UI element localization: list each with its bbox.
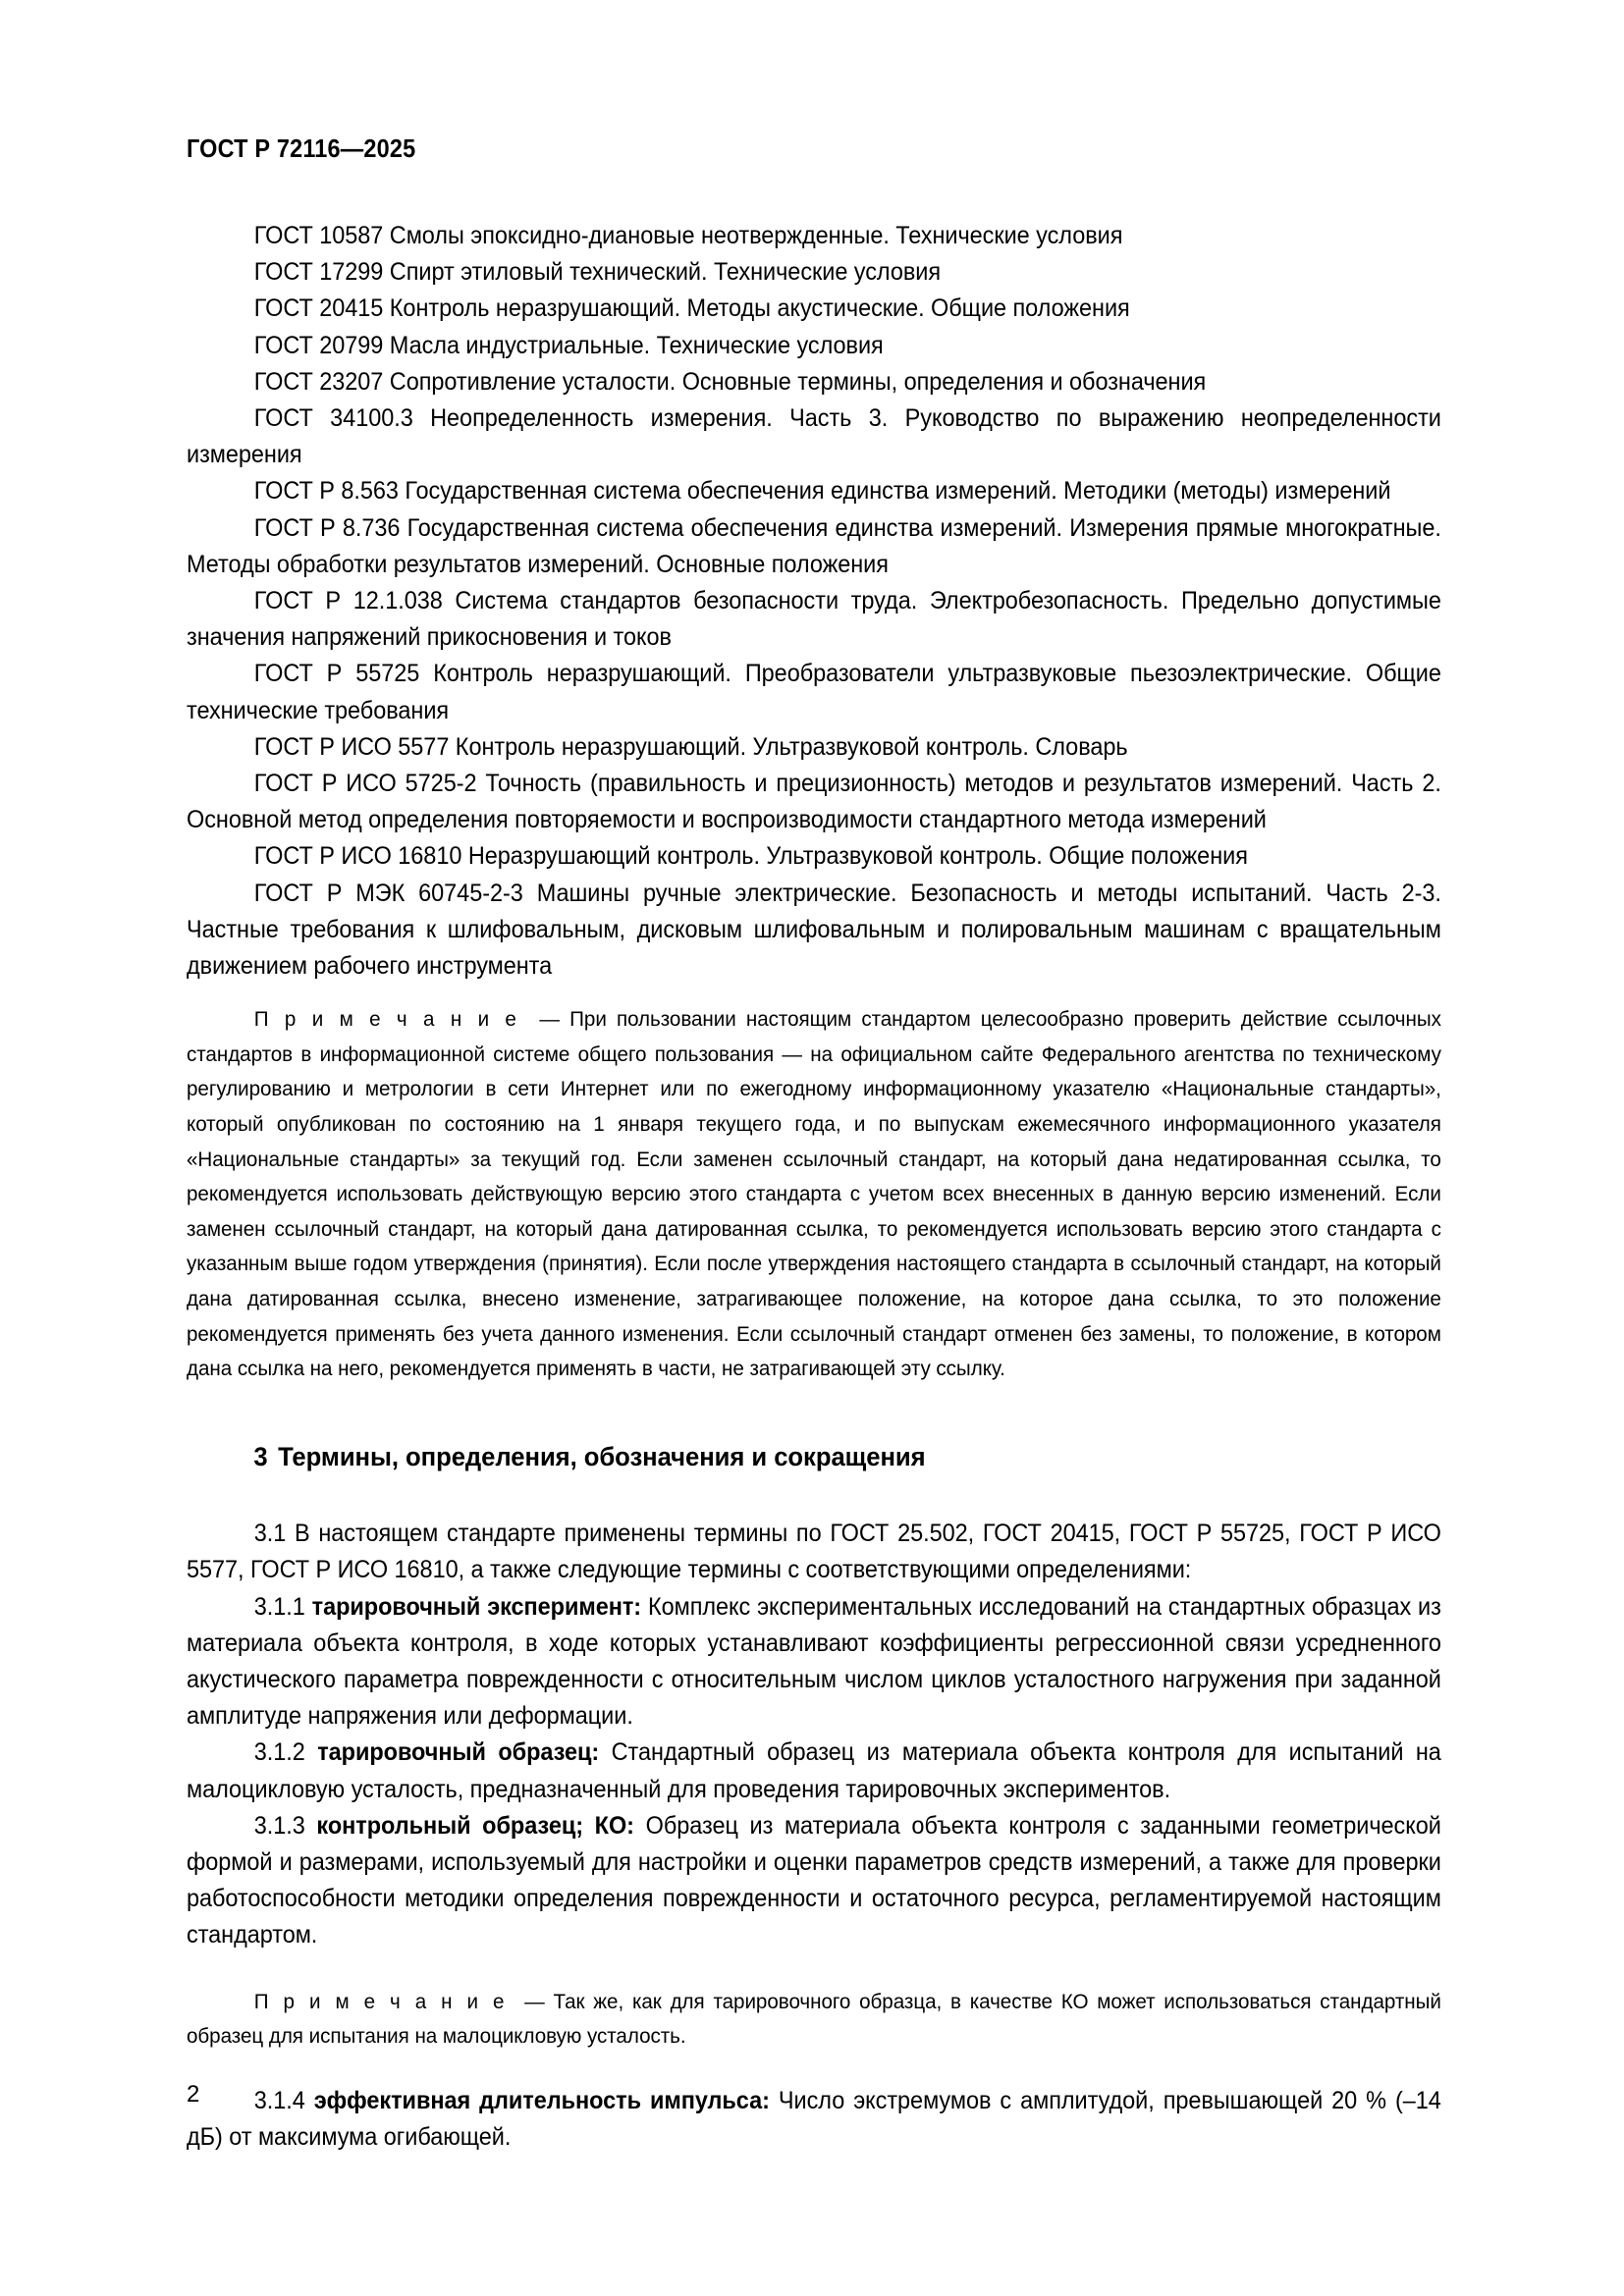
term-entry-3-1-4 (187, 2083, 1441, 2156)
note-label: П р и м е ч а н и е (253, 1988, 508, 2013)
reference-item: ГОСТ Р 55725 Контроль неразрушающий. Преобразователи ультразвуковые пьезоэлектрические. Общие технические требования (187, 661, 1441, 724)
term-number: 3.1.4 (253, 2087, 305, 2114)
term-entry-3-1-3 (187, 1808, 1441, 1954)
section-title: Термины, определения, обозначения и сокращения (278, 1441, 926, 1471)
reference-item: ГОСТ Р ИСО 5725-2 Точность (правильность и прецизионность) методов и результатов измерений. Часть 2. Основной метод определения повторяемости и воспроизводимости стандартного метода измерений (187, 771, 1441, 834)
page-number: 2 (187, 2081, 200, 2108)
term-definition: Число экстремумов с амплитудой, превышающей 20 % (–14 дБ) от максимума огибающей. (187, 2087, 1441, 2152)
section-heading (187, 1441, 1379, 1472)
note-text: При пользовании настоящим стандартом целесообразно проверить действие ссылочных стандартов в информационной системе общего пользования — на официальном сайте Федерального агентства по техническому регулированию и метрологии в сети Интернет или по ежегодному информационному указателю «Национальные стандарты», который опубликован по состоянию на 1 января текущего года, и по выпускам ежемесячного информационного указателя «Национальные стандарты» за текущий год. Если заменен ссылочный стандарт, на который дана недатированная ссылка, то рекомендуется использовать действующую версию этого стандарта с учетом всех внесенных в данную версию изменений. Если заменен ссылочный стандарт, на который дана датированная ссылка, то рекомендуется использовать версию этого стандарта с указанным выше годом утверждения (принятия). Если после утверждения настоящего стандарта в ссылочный стандарт, на который дана датированная ссылка, внесено изменение, затрагивающее положение, на которое дана ссылка, то это положение рекомендуется применять без учета данного изменения. Если ссылочный стандарт отменен без замены, то положение, в котором дана ссылка на него, рекомендуется применять в части, не затрагивающей эту ссылку. (187, 1006, 1441, 1381)
term-definition: Комплекс экспериментальных исследований на стандартных образцах из материала объекта контроля, в ходе которых устанавливают коэффициенты регрессионной связи усредненного акустического параметра поврежденности с относительным числом циклов усталостного нагружения при заданной амплитуде напряжения или деформации. (187, 1593, 1441, 1731)
spacer (187, 1386, 1441, 1441)
spacer (187, 1954, 1441, 1984)
term-number: 3.1.1 (253, 1593, 305, 1621)
spacer (187, 1472, 1441, 1516)
section-number: 3 (253, 1441, 268, 1471)
reference-item: ГОСТ 23207 Сопротивление усталости. Основные термины, определения и обозначения (253, 368, 1207, 396)
running-header: ГОСТ Р 72116—2025 (187, 135, 416, 163)
term-number: 3.1.3 (253, 1812, 305, 1840)
term-definition: Стандартный образец из материала объекта контроля для испытаний на малоцикловую усталость, предназначенный для проведения тарировочных экспериментов. (187, 1739, 1441, 1803)
reference-item: ГОСТ 34100.3 Неопределенность измерения. Часть 3. Руководство по выражению неопределенности измерения (187, 405, 1441, 469)
note-text: Так же, как для тарировочного образца, в качестве КО может использоваться стандартный образец для испытания на малоцикловую усталость. (187, 1988, 1441, 2049)
reference-item: ГОСТ Р МЭК 60745-2-3 Машины ручные электрические. Безопасность и методы испытаний. Часть 2-3. Частные требования к шлифовальным, дисковым шлифовальным и полировальным машинам с вращательным движением рабочего инструмента (187, 880, 1441, 981)
term-definition: Образец из материала объекта контроля с заданными геометрической формой и размерами, используемый для настройки и оценки параметров средств измерений, а также для проверки работоспособности методики определения поврежденности и остаточного ресурса, регламентируемой настоящим стандартом. (187, 1812, 1441, 1949)
reference-item: ГОСТ Р ИСО 5577 Контроль неразрушающий. Ультразвуковой контроль. Словарь (253, 733, 1128, 761)
note-standards (187, 1001, 1441, 1386)
reference-item: ГОСТ 20799 Масла индустриальные. Технические условия (253, 332, 884, 359)
note-dash: — (539, 1006, 560, 1032)
spacer (187, 2054, 1441, 2083)
reference-item: ГОСТ Р ИСО 16810 Неразрушающий контроль. Ультразвуковой контроль. Общие положения (253, 843, 1248, 871)
note-label: П р и м е ч а н и е (253, 1006, 519, 1032)
note-control-sample (187, 1984, 1441, 2054)
term-entry-3-1-1 (187, 1589, 1441, 1735)
term-number: 3.1.2 (253, 1739, 305, 1767)
reference-item: ГОСТ Р 8.736 Государственная система обеспечения единства измерений. Измерения прямые многократные. Методы обработки результатов измерений. Основные положения (187, 514, 1441, 578)
clause-3-1: 3.1 В настоящем стандарте применены термины по ГОСТ 25.502, ГОСТ 20415, ГОСТ Р 55725, ГОСТ Р ИСО 5577, ГОСТ Р ИСО 16810, а также следующие термины с соответствующими определениями: (187, 1521, 1441, 1584)
spacer (187, 985, 1441, 1001)
reference-item: ГОСТ 20415 Контроль неразрушающий. Методы акустические. Общие положения (253, 295, 1130, 323)
term-name: эффективная длительность импульса: (313, 2087, 770, 2114)
reference-item: ГОСТ 17299 Спирт этиловый технический. Технические условия (253, 259, 942, 287)
reference-item: ГОСТ Р 12.1.038 Система стандартов безопасности труда. Электробезопасность. Предельно допустимые значения напряжений прикосновения и токов (187, 588, 1441, 652)
term-name: контрольный образец; КО: (316, 1812, 634, 1840)
term-name: тарировочный образец: (317, 1739, 600, 1767)
reference-item: ГОСТ Р 8.563 Государственная система обеспечения единства измерений. Методики (методы) измерений (253, 478, 1391, 506)
page-body (187, 218, 1441, 2156)
term-name: тарировочный эксперимент: (311, 1593, 642, 1621)
note-dash: — (524, 1988, 545, 2013)
reference-item: ГОСТ 10587 Смолы эпоксидно-диановые неотвержденные. Технические условия (253, 223, 1123, 249)
term-entry-3-1-2 (187, 1735, 1441, 1807)
